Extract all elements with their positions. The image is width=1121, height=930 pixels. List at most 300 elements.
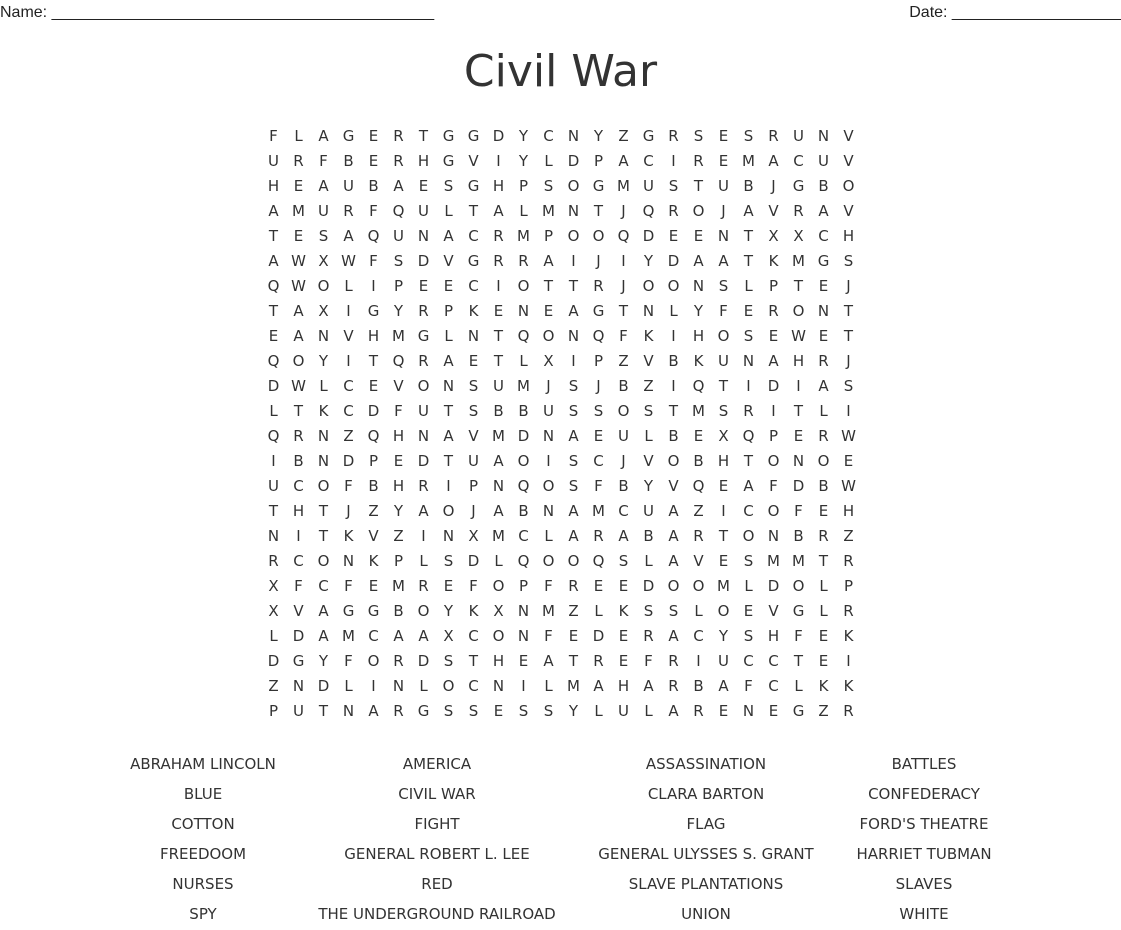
grid-letter: P: [543, 227, 554, 245]
grid-letter: Q: [517, 552, 530, 570]
grid-letter: E: [818, 627, 829, 645]
grid-letter: E: [368, 152, 379, 170]
word-list-item: GENERAL ULYSSES S. GRANT: [598, 845, 814, 863]
grid-letter: I: [546, 452, 551, 470]
grid-letter: B: [518, 502, 529, 520]
grid-letter: I: [846, 652, 851, 670]
grid-letter: R: [343, 202, 354, 220]
word-list-item: UNION: [681, 905, 731, 923]
grid-letter: C: [618, 502, 629, 520]
grid-letter: V: [368, 527, 379, 545]
grid-letter: G: [642, 127, 655, 145]
grid-letter: L: [419, 552, 428, 570]
grid-letter: D: [592, 627, 605, 645]
grid-letter: L: [819, 602, 828, 620]
grid-letter: E: [693, 427, 704, 445]
grid-letter: R: [418, 302, 429, 320]
grid-letter: S: [593, 402, 604, 420]
grid-letter: I: [496, 152, 501, 170]
grid-letter: M: [492, 527, 505, 545]
grid-letter: O: [767, 502, 780, 520]
grid-letter: E: [818, 327, 829, 345]
grid-letter: B: [693, 452, 704, 470]
grid-letter: I: [421, 527, 426, 545]
grid-letter: C: [293, 477, 304, 495]
grid-letter: K: [318, 402, 329, 420]
grid-letter: S: [568, 377, 579, 395]
grid-letter: R: [818, 527, 829, 545]
grid-letter: E: [293, 227, 304, 245]
grid-letter: L: [644, 552, 653, 570]
grid-letter: V: [343, 327, 354, 345]
grid-letter: S: [443, 552, 454, 570]
grid-letter: G: [467, 127, 480, 145]
grid-letter: L: [794, 677, 803, 695]
grid-letter: D: [367, 402, 380, 420]
grid-letter: N: [392, 677, 405, 695]
grid-letter: K: [618, 602, 629, 620]
grid-letter: L: [519, 352, 528, 370]
grid-letter: Y: [518, 127, 529, 145]
word-list-item: WHITE: [899, 905, 949, 923]
grid-letter: Q: [742, 427, 755, 445]
grid-row: [0, 324, 1121, 349]
word-list-item: GENERAL ROBERT L. LEE: [344, 845, 530, 863]
grid-letter: N: [417, 427, 430, 445]
grid-letter: X: [318, 252, 329, 270]
grid-letter: K: [768, 252, 779, 270]
grid-letter: T: [468, 202, 479, 220]
grid-letter: S: [568, 402, 579, 420]
grid-letter: A: [493, 202, 504, 220]
grid-letter: P: [768, 427, 779, 445]
grid-letter: C: [793, 152, 804, 170]
grid-letter: O: [617, 402, 630, 420]
grid-letter: A: [568, 302, 579, 320]
grid-letter: V: [393, 377, 404, 395]
grid-letter: R: [668, 677, 679, 695]
page-title: Civil War: [463, 46, 658, 97]
grid-letter: H: [842, 227, 855, 245]
grid-row: [0, 224, 1121, 249]
grid-letter: J: [596, 377, 601, 395]
grid-letter: T: [843, 327, 854, 345]
grid-letter: A: [393, 627, 404, 645]
grid-letter: X: [493, 602, 504, 620]
grid-row: [0, 599, 1121, 624]
grid-letter: G: [592, 302, 605, 320]
grid-letter: G: [292, 652, 305, 670]
grid-letter: C: [318, 577, 329, 595]
grid-letter: O: [317, 552, 330, 570]
grid-letter: D: [417, 652, 430, 670]
grid-letter: C: [368, 627, 379, 645]
grid-letter: N: [317, 452, 330, 470]
grid-letter: I: [771, 402, 776, 420]
grid-letter: I: [721, 502, 726, 520]
grid-letter: U: [718, 177, 729, 195]
grid-letter: L: [594, 602, 603, 620]
grid-letter: L: [544, 152, 553, 170]
grid-letter: X: [718, 427, 729, 445]
grid-letter: F: [719, 302, 728, 320]
grid-letter: G: [367, 302, 380, 320]
grid-letter: A: [818, 377, 829, 395]
grid-letter: R: [818, 352, 829, 370]
grid-letter: R: [393, 652, 404, 670]
grid-letter: S: [743, 627, 754, 645]
grid-letter: N: [817, 302, 830, 320]
grid-letter: O: [492, 577, 505, 595]
grid-letter: M: [542, 202, 555, 220]
grid-letter: S: [568, 477, 579, 495]
grid-letter: N: [267, 527, 280, 545]
grid-letter: R: [393, 152, 404, 170]
grid-row: [0, 424, 1121, 449]
grid-letter: C: [468, 627, 479, 645]
grid-letter: O: [692, 577, 705, 595]
grid-row: [0, 174, 1121, 199]
grid-letter: Z: [343, 427, 354, 445]
grid-letter: P: [518, 577, 529, 595]
grid-letter: E: [418, 177, 429, 195]
grid-letter: F: [344, 652, 353, 670]
grid-letter: R: [593, 652, 604, 670]
grid-letter: T: [793, 402, 804, 420]
grid-letter: E: [843, 452, 854, 470]
grid-letter: U: [468, 452, 479, 470]
grid-letter: R: [668, 652, 679, 670]
grid-letter: R: [418, 577, 429, 595]
grid-letter: A: [293, 302, 304, 320]
grid-letter: L: [819, 577, 828, 595]
grid-row: [0, 249, 1121, 274]
grid-letter: A: [268, 202, 279, 220]
grid-letter: Z: [268, 677, 279, 695]
word-list-item: SLAVES: [895, 875, 953, 893]
grid-letter: M: [792, 552, 805, 570]
grid-letter: O: [567, 177, 580, 195]
word-list-item: CONFEDERACY: [868, 785, 980, 803]
grid-letter: O: [792, 302, 805, 320]
grid-letter: R: [593, 277, 604, 295]
grid-letter: A: [443, 427, 454, 445]
word-list-item: CIVIL WAR: [398, 785, 476, 803]
grid-letter: L: [269, 627, 278, 645]
grid-letter: T: [268, 227, 279, 245]
grid-letter: Z: [393, 527, 404, 545]
grid-letter: G: [467, 177, 480, 195]
grid-letter: C: [768, 652, 779, 670]
grid-letter: J: [471, 502, 476, 520]
grid-letter: S: [743, 552, 754, 570]
grid-letter: O: [292, 352, 305, 370]
word-list-item: ASSASSINATION: [645, 755, 767, 773]
grid-letter: T: [743, 252, 754, 270]
grid-letter: A: [318, 602, 329, 620]
grid-letter: I: [846, 402, 851, 420]
grid-letter: L: [344, 277, 353, 295]
grid-letter: O: [567, 227, 580, 245]
grid-letter: R: [743, 402, 754, 420]
grid-letter: S: [393, 252, 404, 270]
grid-letter: N: [567, 202, 580, 220]
grid-letter: I: [621, 252, 626, 270]
grid-letter: K: [468, 302, 479, 320]
grid-letter: L: [819, 402, 828, 420]
grid-letter: Y: [393, 502, 404, 520]
grid-letter: R: [768, 302, 779, 320]
grid-letter: W: [841, 477, 856, 495]
grid-letter: E: [368, 127, 379, 145]
grid-letter: V: [843, 202, 854, 220]
grid-letter: I: [371, 277, 376, 295]
grid-letter: R: [843, 602, 854, 620]
grid-letter: T: [818, 552, 829, 570]
grid-letter: D: [467, 552, 480, 570]
grid-letter: S: [468, 402, 479, 420]
grid-letter: Y: [318, 352, 329, 370]
word-list: [0, 750, 1121, 930]
grid-letter: T: [593, 202, 604, 220]
grid-letter: I: [671, 377, 676, 395]
grid-letter: O: [667, 452, 680, 470]
grid-letter: A: [418, 627, 429, 645]
grid-letter: S: [443, 652, 454, 670]
grid-letter: M: [292, 202, 305, 220]
grid-letter: Y: [518, 152, 529, 170]
grid-letter: N: [692, 277, 705, 295]
grid-letter: B: [818, 477, 829, 495]
word-list-item: BLUE: [183, 785, 223, 803]
grid-letter: L: [594, 702, 603, 720]
grid-letter: H: [492, 177, 505, 195]
grid-letter: N: [817, 127, 830, 145]
word-list-item: RED: [421, 875, 453, 893]
grid-letter: Y: [643, 252, 654, 270]
grid-letter: M: [692, 402, 705, 420]
grid-letter: D: [342, 452, 355, 470]
grid-letter: L: [694, 602, 703, 620]
grid-letter: X: [793, 227, 804, 245]
grid-letter: N: [317, 427, 330, 445]
grid-letter: U: [818, 152, 829, 170]
grid-letter: V: [443, 252, 454, 270]
grid-letter: N: [792, 452, 805, 470]
grid-letter: E: [743, 302, 754, 320]
grid-letter: B: [368, 477, 379, 495]
word-list-item: THE UNDERGROUND RAILROAD: [318, 905, 556, 923]
grid-letter: U: [718, 652, 729, 670]
grid-letter: E: [818, 277, 829, 295]
grid-letter: P: [368, 452, 379, 470]
grid-letter: L: [494, 552, 503, 570]
grid-letter: W: [841, 427, 856, 445]
grid-letter: T: [368, 352, 379, 370]
grid-letter: A: [418, 502, 429, 520]
grid-letter: H: [692, 327, 705, 345]
grid-letter: R: [418, 352, 429, 370]
grid-letter: U: [318, 202, 329, 220]
grid-letter: E: [493, 302, 504, 320]
grid-letter: M: [742, 152, 755, 170]
grid-letter: N: [742, 702, 755, 720]
grid-letter: Q: [592, 327, 605, 345]
grid-letter: X: [443, 627, 454, 645]
grid-letter: F: [794, 627, 803, 645]
grid-letter: Q: [617, 227, 630, 245]
grid-row: [0, 524, 1121, 549]
grid-letter: O: [742, 527, 755, 545]
grid-letter: A: [818, 202, 829, 220]
grid-letter: R: [793, 202, 804, 220]
grid-letter: S: [693, 127, 704, 145]
grid-letter: R: [493, 252, 504, 270]
grid-row: [0, 449, 1121, 474]
grid-letter: A: [343, 227, 354, 245]
grid-letter: A: [668, 627, 679, 645]
grid-letter: D: [492, 127, 505, 145]
grid-letter: M: [392, 577, 405, 595]
grid-letter: U: [418, 402, 429, 420]
grid-letter: Y: [643, 477, 654, 495]
grid-letter: O: [717, 602, 730, 620]
grid-letter: R: [768, 127, 779, 145]
grid-letter: U: [618, 702, 629, 720]
grid-letter: B: [343, 152, 354, 170]
grid-letter: Z: [618, 352, 629, 370]
grid-letter: K: [643, 327, 654, 345]
word-list-item: CLARA BARTON: [647, 785, 765, 803]
grid-letter: T: [718, 527, 729, 545]
grid-letter: E: [618, 627, 629, 645]
grid-letter: A: [293, 327, 304, 345]
grid-letter: E: [718, 477, 729, 495]
grid-letter: R: [693, 702, 704, 720]
grid-letter: C: [468, 227, 479, 245]
word-list-item: AMERICA: [402, 755, 472, 773]
grid-letter: K: [843, 627, 854, 645]
grid-letter: A: [643, 677, 654, 695]
grid-letter: Z: [693, 502, 704, 520]
grid-row: [0, 549, 1121, 574]
grid-letter: U: [493, 377, 504, 395]
grid-letter: K: [468, 602, 479, 620]
grid-letter: E: [593, 577, 604, 595]
grid-letter: H: [392, 427, 405, 445]
grid-letter: N: [442, 377, 455, 395]
grid-letter: U: [343, 177, 354, 195]
grid-letter: A: [768, 152, 779, 170]
word-list-item: BATTLES: [891, 755, 957, 773]
grid-letter: S: [618, 552, 629, 570]
grid-row: [0, 199, 1121, 224]
grid-letter: P: [468, 477, 479, 495]
grid-letter: L: [544, 527, 553, 545]
grid-letter: X: [268, 602, 279, 620]
grid-letter: T: [268, 302, 279, 320]
grid-letter: G: [792, 602, 805, 620]
grid-letter: F: [269, 127, 278, 145]
grid-letter: P: [393, 552, 404, 570]
grid-letter: A: [568, 527, 579, 545]
grid-letter: M: [592, 502, 605, 520]
grid-letter: I: [346, 302, 351, 320]
grid-letter: G: [792, 177, 805, 195]
grid-letter: B: [493, 402, 504, 420]
grid-letter: I: [571, 252, 576, 270]
word-list-item: FREEDOOM: [159, 845, 247, 863]
grid-letter: M: [767, 552, 780, 570]
grid-letter: O: [667, 577, 680, 595]
grid-letter: O: [592, 227, 605, 245]
grid-letter: F: [344, 477, 353, 495]
grid-letter: R: [293, 152, 304, 170]
grid-letter: O: [517, 452, 530, 470]
grid-row: [0, 149, 1121, 174]
grid-row: [0, 274, 1121, 299]
grid-letter: P: [843, 577, 854, 595]
grid-letter: A: [668, 702, 679, 720]
grid-letter: J: [846, 352, 851, 370]
grid-letter: E: [718, 127, 729, 145]
grid-letter: J: [771, 177, 776, 195]
grid-letter: I: [296, 527, 301, 545]
grid-letter: I: [371, 677, 376, 695]
grid-letter: T: [418, 127, 429, 145]
grid-letter: A: [668, 552, 679, 570]
grid-letter: W: [791, 327, 806, 345]
grid-letter: L: [744, 577, 753, 595]
grid-letter: E: [618, 577, 629, 595]
name-field-line: Name: ___________________________________________: [0, 4, 435, 21]
grid-letter: A: [743, 477, 754, 495]
grid-row: [0, 624, 1121, 649]
grid-letter: A: [668, 502, 679, 520]
grid-letter: C: [343, 402, 354, 420]
grid-letter: Y: [443, 602, 454, 620]
grid-letter: C: [593, 452, 604, 470]
grid-letter: G: [342, 127, 355, 145]
grid-letter: P: [768, 277, 779, 295]
grid-letter: H: [392, 477, 405, 495]
grid-letter: J: [621, 277, 626, 295]
grid-letter: E: [543, 302, 554, 320]
grid-letter: B: [518, 402, 529, 420]
grid-letter: P: [268, 702, 279, 720]
grid-row: [0, 499, 1121, 524]
grid-letter: F: [794, 502, 803, 520]
grid-letter: S: [318, 227, 329, 245]
grid-letter: C: [743, 652, 754, 670]
grid-letter: D: [517, 427, 530, 445]
grid-letter: M: [717, 577, 730, 595]
grid-letter: P: [593, 152, 604, 170]
grid-letter: X: [268, 577, 279, 595]
grid-letter: R: [393, 127, 404, 145]
grid-letter: D: [317, 677, 330, 695]
grid-letter: S: [843, 377, 854, 395]
grid-row: [0, 699, 1121, 724]
grid-letter: Q: [517, 477, 530, 495]
grid-letter: R: [268, 552, 279, 570]
grid-letter: V: [693, 552, 704, 570]
grid-letter: O: [542, 552, 555, 570]
grid-letter: C: [468, 677, 479, 695]
grid-letter: Q: [517, 327, 530, 345]
grid-letter: D: [642, 227, 655, 245]
grid-letter: V: [768, 602, 779, 620]
